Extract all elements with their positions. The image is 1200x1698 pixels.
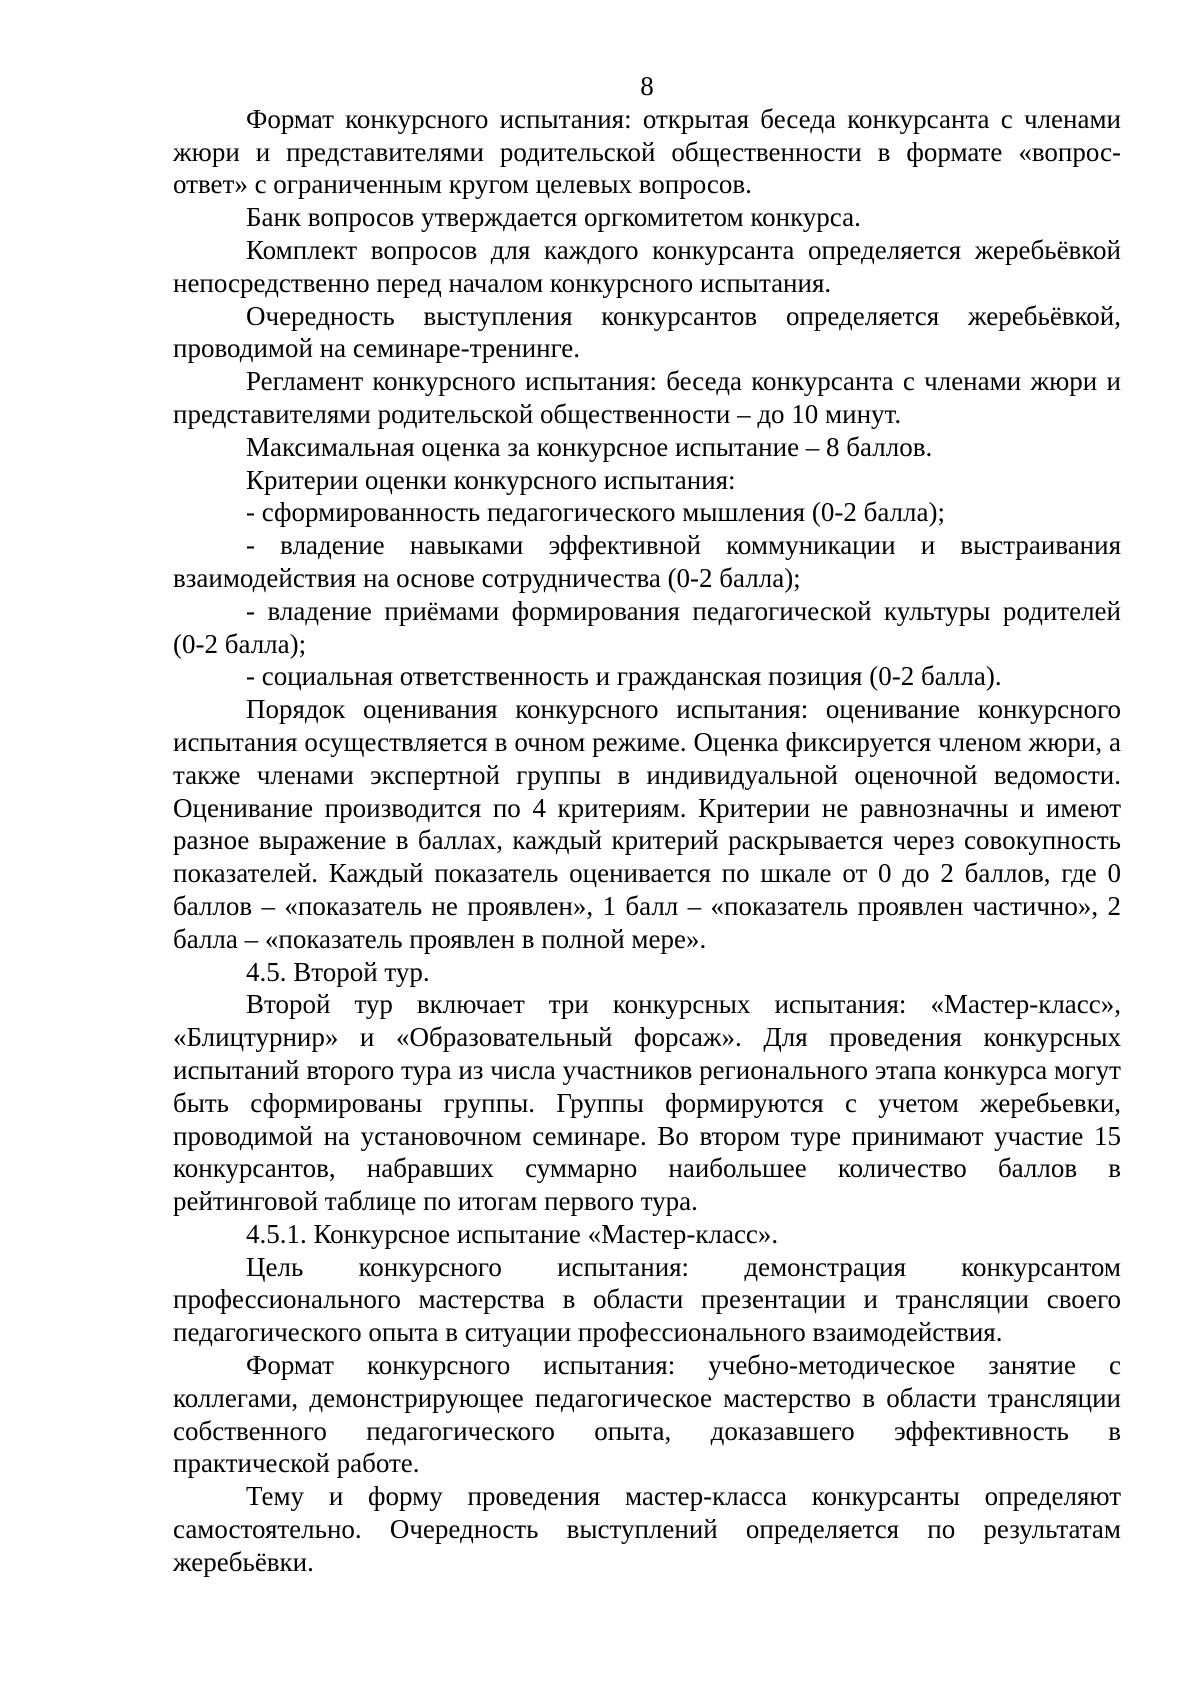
criterion-item: - сформированность педагогического мышления (0-2 балла);: [246, 497, 945, 528]
criterion-item: - владение навыками эффективной коммуникации и выстраивания взаимодействия на основе сотрудничества (0-2 балла);: [173, 530, 1121, 593]
paragraph-order: Очередность выступления конкурсантов определяется жеребьёвкой, проводимой на семинаре-тренинге.: [173, 300, 1121, 364]
paragraph-master-class-format: Формат конкурсного испытания: учебно-методическое занятие с коллегами, демонстрирующее педагогическое мастерство в области трансляции собственного педагогического опыта, доказавшего эффективность в практической работе.: [173, 1350, 1121, 1479]
paragraph-second-round: Второй тур включает три конкурсных испытания: «Мастер-класс», «Блицтурнир» и «Образовательный форсаж». Для проведения конкурсных испытаний второго тура из числа участников регионального этапа конкурса могут быть сформированы группы. Группы формируются с учетом жеребьевки, проводимой на установочном семинаре. Во втором туре принимают участие 15 конкурсантов, набравших суммарно наибольшее количество баллов в рейтинговой таблице по итогам первого тура.: [173, 989, 1121, 1217]
criterion-item: - социальная ответственность и гражданская позиция (0-2 балла).: [246, 661, 1002, 692]
section-heading-master-class: 4.5.1. Конкурсное испытание «Мастер-класс».: [246, 1218, 779, 1249]
paragraph-criteria-heading: Критерии оценки конкурсного испытания:: [246, 464, 736, 495]
paragraph-goal: Цель конкурсного испытания: демонстрация конкурсантом профессионального мастерства в области презентации и трансляции своего педагогического опыта в ситуации профессионального взаимодействия.: [173, 1251, 1121, 1348]
paragraph-question-bank: Банк вопросов утверждается оргкомитетом конкурса.: [246, 202, 861, 233]
page-number: 8: [640, 71, 654, 101]
criterion-item: - владение приёмами формирования педагогической культуры родителей (0-2 балла);: [173, 595, 1121, 659]
paragraph-question-set: Комплект вопросов для каждого конкурсанта определяется жеребьёвкой непосредственно перед началом конкурсного испытания.: [173, 234, 1121, 298]
paragraph-topic: Тему и форму проведения мастер-класса конкурсанты определяют самостоятельно. Очередность выступлений определяется по результатам жеребьёвки.: [173, 1481, 1121, 1577]
paragraph-evaluation-procedure: Порядок оценивания конкурсного испытания: оценивание конкурсного испытания осуществляется в очном режиме. Оценка фиксируется членом жюри, а также членами экспертной группы в индивидуальной оценочной ведомости. Оценивание производится по 4 критериям. Критерии не равнозначны и имеют разное выражение в баллах, каждый критерий раскрывается через совокупность показателей. Каждый показатель оценивается по шкале от 0 до 2 баллов, где 0 баллов – «показатель не проявлен», 1 балл – «показатель проявлен частично», 2 балла – «показатель проявлен в полной мере».: [173, 694, 1121, 954]
paragraph-max-score: Максимальная оценка за конкурсное испытание – 8 баллов.: [246, 431, 933, 462]
document-page: [173, 70, 1121, 1579]
paragraph-format: Формат конкурсного испытания: открытая беседа конкурсанта с членами жюри и представителями родительской общественности в формате «вопрос-ответ» с ограниченным кругом целевых вопросов.: [173, 103, 1121, 200]
paragraph-regulation: Регламент конкурсного испытания: беседа конкурсанта с членами жюри и представителями родительской общественности – до 10 минут.: [173, 366, 1121, 429]
section-heading-second-round: 4.5. Второй тур.: [246, 956, 430, 987]
